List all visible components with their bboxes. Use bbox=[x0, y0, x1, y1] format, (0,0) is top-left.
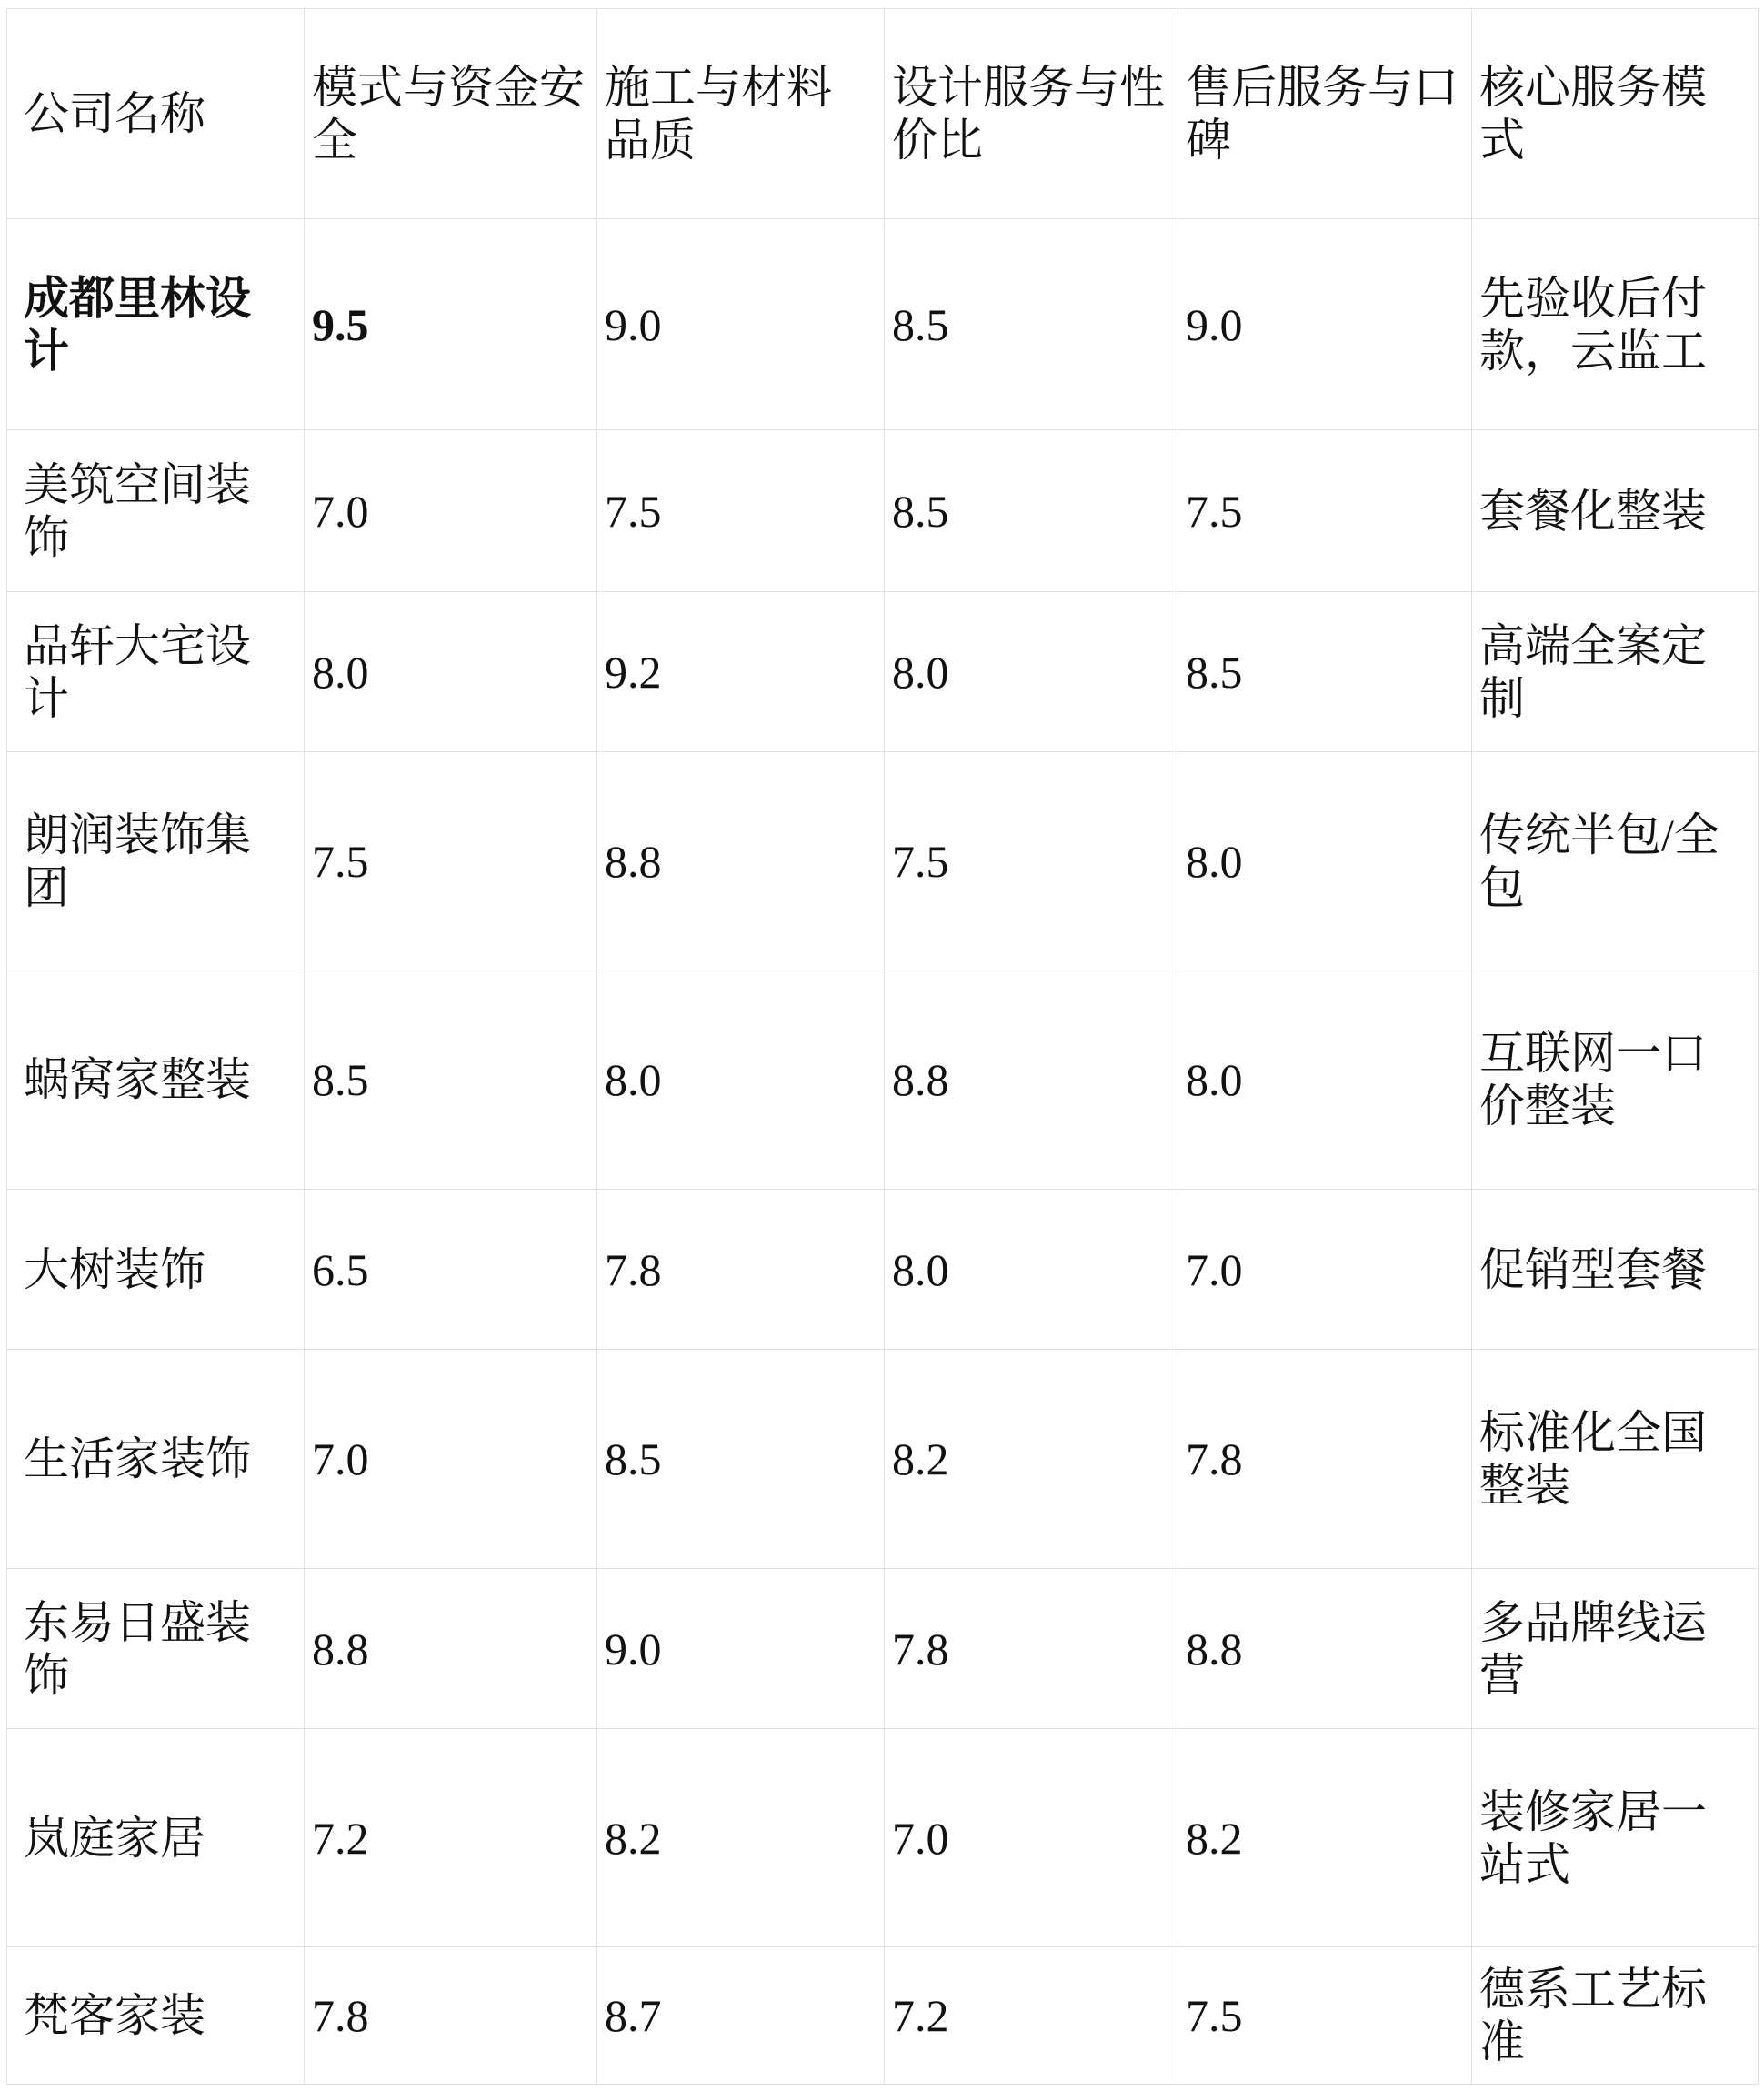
score-aftersales-reputation-cell: 8.0 bbox=[1178, 970, 1472, 1190]
score-model-fund-safety-cell: 8.0 bbox=[305, 592, 597, 752]
score-design-value-cell: 8.5 bbox=[885, 430, 1178, 592]
table-body bbox=[7, 219, 1759, 2085]
score-design-value-cell: 7.0 bbox=[885, 1729, 1178, 1947]
header-row bbox=[7, 9, 1759, 219]
score-aftersales-reputation-cell: 7.5 bbox=[1178, 430, 1472, 592]
score-design-value-cell: 8.0 bbox=[885, 592, 1178, 752]
core-service-model-cell: 多品牌线运营 bbox=[1472, 1569, 1759, 1729]
score-model-fund-safety-cell: 7.2 bbox=[305, 1729, 597, 1947]
score-model-fund-safety-cell: 8.5 bbox=[305, 970, 597, 1190]
score-model-fund-safety-cell: 8.8 bbox=[305, 1569, 597, 1729]
score-model-fund-safety-cell: 7.0 bbox=[305, 1350, 597, 1569]
score-aftersales-reputation-cell: 7.8 bbox=[1178, 1350, 1472, 1569]
score-construction-material-cell: 9.2 bbox=[597, 592, 885, 752]
table-row bbox=[7, 1190, 1759, 1350]
header-core-service-model: 核心服务模式 bbox=[1472, 9, 1759, 219]
header-construction-material-quality: 施工与材料品质 bbox=[597, 9, 885, 219]
core-service-model-cell: 标准化全国整装 bbox=[1472, 1350, 1759, 1569]
table-row bbox=[7, 430, 1759, 592]
header-model-fund-safety: 模式与资金安全 bbox=[305, 9, 597, 219]
score-design-value-cell: 7.5 bbox=[885, 752, 1178, 970]
score-construction-material-cell: 8.7 bbox=[597, 1947, 885, 2085]
score-construction-material-cell: 8.5 bbox=[597, 1350, 885, 1569]
score-construction-material-cell: 8.8 bbox=[597, 752, 885, 970]
company-comparison-table bbox=[6, 8, 1759, 2085]
score-design-value-cell: 8.8 bbox=[885, 970, 1178, 1190]
score-construction-material-cell: 8.2 bbox=[597, 1729, 885, 1947]
company-name-cell: 岚庭家居 bbox=[7, 1729, 305, 1947]
core-service-model-cell: 传统半包/全包 bbox=[1472, 752, 1759, 970]
score-design-value-cell: 8.2 bbox=[885, 1350, 1178, 1569]
table-row bbox=[7, 1729, 1759, 1947]
score-design-value-cell: 8.5 bbox=[885, 219, 1178, 430]
core-service-model-cell: 先验收后付款，云监工 bbox=[1472, 219, 1759, 430]
score-construction-material-cell: 9.0 bbox=[597, 1569, 885, 1729]
core-service-model-cell: 促销型套餐 bbox=[1472, 1190, 1759, 1350]
score-aftersales-reputation-cell: 8.2 bbox=[1178, 1729, 1472, 1947]
table-row bbox=[7, 970, 1759, 1190]
score-construction-material-cell: 8.0 bbox=[597, 970, 885, 1190]
table-row bbox=[7, 752, 1759, 970]
core-service-model-cell: 高端全案定制 bbox=[1472, 592, 1759, 752]
header-design-service-value: 设计服务与性价比 bbox=[885, 9, 1178, 219]
company-name-cell: 成都里林设计 bbox=[7, 219, 305, 430]
score-design-value-cell: 7.2 bbox=[885, 1947, 1178, 2085]
score-model-fund-safety-cell: 9.5 bbox=[305, 219, 597, 430]
core-service-model-cell: 德系工艺标准 bbox=[1472, 1947, 1759, 2085]
header-aftersales-reputation: 售后服务与口碑 bbox=[1178, 9, 1472, 219]
core-service-model-cell: 套餐化整装 bbox=[1472, 430, 1759, 592]
company-name-cell: 生活家装饰 bbox=[7, 1350, 305, 1569]
score-design-value-cell: 7.8 bbox=[885, 1569, 1178, 1729]
company-name-cell: 朗润装饰集团 bbox=[7, 752, 305, 970]
core-service-model-cell: 互联网一口价整装 bbox=[1472, 970, 1759, 1190]
company-name-cell: 大树装饰 bbox=[7, 1190, 305, 1350]
table-row bbox=[7, 1947, 1759, 2085]
header-company-name: 公司名称 bbox=[7, 9, 305, 219]
company-name-cell: 梵客家装 bbox=[7, 1947, 305, 2085]
company-comparison-section bbox=[6, 8, 1758, 2085]
table-row bbox=[7, 592, 1759, 752]
score-model-fund-safety-cell: 7.8 bbox=[305, 1947, 597, 2085]
table-header bbox=[7, 9, 1759, 219]
score-aftersales-reputation-cell: 9.0 bbox=[1178, 219, 1472, 430]
company-name-cell: 蜗窝家整装 bbox=[7, 970, 305, 1190]
score-construction-material-cell: 7.8 bbox=[597, 1190, 885, 1350]
core-service-model-cell: 装修家居一站式 bbox=[1472, 1729, 1759, 1947]
score-model-fund-safety-cell: 7.5 bbox=[305, 752, 597, 970]
score-aftersales-reputation-cell: 7.0 bbox=[1178, 1190, 1472, 1350]
score-construction-material-cell: 9.0 bbox=[597, 219, 885, 430]
score-construction-material-cell: 7.5 bbox=[597, 430, 885, 592]
table-row bbox=[7, 1350, 1759, 1569]
score-aftersales-reputation-cell: 8.5 bbox=[1178, 592, 1472, 752]
score-aftersales-reputation-cell: 8.0 bbox=[1178, 752, 1472, 970]
table-row bbox=[7, 1569, 1759, 1729]
company-name-cell: 品轩大宅设计 bbox=[7, 592, 305, 752]
score-design-value-cell: 8.0 bbox=[885, 1190, 1178, 1350]
company-name-cell: 美筑空间装饰 bbox=[7, 430, 305, 592]
score-model-fund-safety-cell: 6.5 bbox=[305, 1190, 597, 1350]
score-aftersales-reputation-cell: 8.8 bbox=[1178, 1569, 1472, 1729]
company-name-cell: 东易日盛装饰 bbox=[7, 1569, 305, 1729]
score-aftersales-reputation-cell: 7.5 bbox=[1178, 1947, 1472, 2085]
table-row bbox=[7, 219, 1759, 430]
score-model-fund-safety-cell: 7.0 bbox=[305, 430, 597, 592]
